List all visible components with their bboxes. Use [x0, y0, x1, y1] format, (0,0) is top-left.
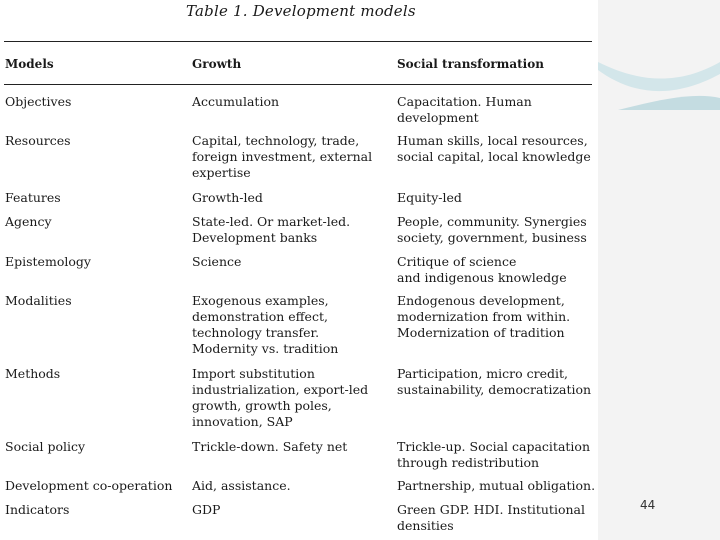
social-transformation-cell: Critique of science and indigenous knowledge — [397, 254, 567, 285]
row-label: Indicators — [5, 502, 70, 517]
header-models: Models — [5, 57, 54, 71]
social-transformation-cell: Endogenous development, modernization from within. Modernization of tradition — [397, 293, 571, 340]
swoosh-decoration — [598, 62, 720, 110]
row-label: Features — [5, 190, 61, 205]
header-social-transformation: Social transformation — [397, 57, 544, 71]
row-label: Modalities — [5, 293, 72, 308]
growth-cell: Trickle-down. Safety net — [192, 439, 348, 454]
header-rule — [4, 84, 592, 85]
growth-cell: Science — [192, 254, 242, 269]
row-label: Methods — [5, 366, 61, 381]
header-growth: Growth — [192, 57, 242, 71]
table-title: Table 1. Development models — [186, 2, 416, 20]
social-transformation-cell: Green GDP. HDI. Institutional densities — [397, 502, 585, 533]
row-label: Epistemology — [5, 254, 91, 269]
growth-cell: GDP — [192, 502, 221, 517]
row-label: Objectives — [5, 94, 72, 109]
page-number: 44 — [640, 498, 656, 512]
growth-cell: Import substitution industrialization, export-led growth, growth poles, innovation, SAP — [192, 366, 369, 429]
row-label: Development co-operation — [5, 478, 173, 493]
social-transformation-cell: People, community. Synergies society, government, business — [397, 214, 587, 245]
row-label: Resources — [5, 133, 71, 148]
row-label: Agency — [5, 214, 52, 229]
social-transformation-cell: Trickle-up. Social capacitation through redistribution — [397, 439, 590, 470]
social-transformation-cell: Participation, micro credit, sustainability, democratization — [397, 366, 592, 397]
growth-cell: Accumulation — [192, 94, 280, 109]
growth-cell: State-led. Or market-led. Development banks — [192, 214, 351, 245]
growth-cell: Growth-led — [192, 190, 263, 205]
top-rule — [4, 41, 592, 42]
growth-cell: Exogenous examples, demonstration effect, technology transfer. Modernity vs. tradition — [192, 293, 339, 356]
social-transformation-cell: Human skills, local resources, social capital, local knowledge — [397, 133, 591, 164]
social-transformation-cell: Partnership, mutual obligation. — [397, 478, 596, 493]
growth-cell: Capital, technology, trade, foreign investment, external expertise — [192, 133, 373, 180]
row-label: Social policy — [5, 439, 86, 454]
growth-cell: Aid, assistance. — [192, 478, 291, 493]
social-transformation-cell: Equity-led — [397, 190, 462, 205]
social-transformation-cell: Capacitation. Human development — [397, 94, 532, 125]
